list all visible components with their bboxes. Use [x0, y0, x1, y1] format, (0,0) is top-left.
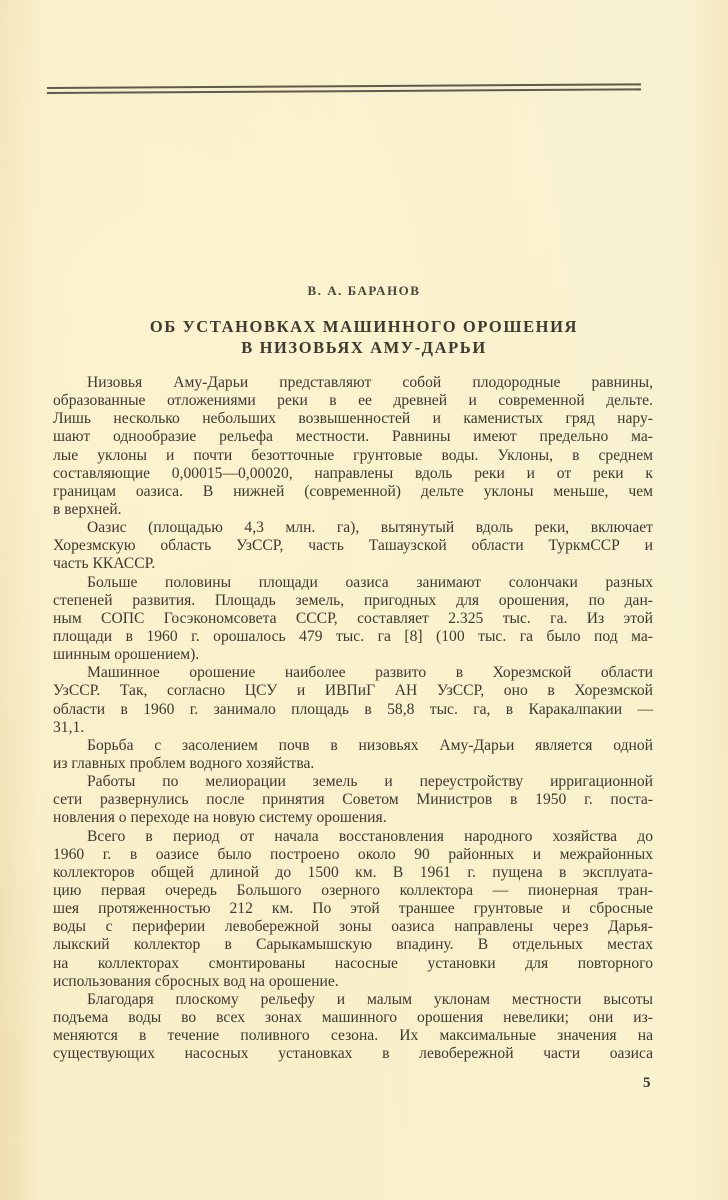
header-rule-bottom [47, 88, 641, 94]
title-line: ОБ УСТАНОВКАХ МАШИННОГО ОРОШЕНИЯ [149, 317, 579, 336]
text-line: образованные отложениями реки в ее древней и современной дельте. [53, 392, 653, 410]
text-line: лые уклоны и почти безотточные грунтовые воды. Уклоны, в среднем [53, 446, 653, 464]
text-line: новления о переходе на новую систему орошения. [53, 809, 387, 827]
text-line: из главных проблем водного хозяйства. [53, 754, 315, 772]
text-line: часть ККАССР. [53, 555, 156, 573]
text-line: составляющие 0,00015—0,00020, направлены вдоль реки и от реки к [53, 464, 653, 482]
paragraph [53, 374, 653, 519]
text-line: Больше половины площади оазиса занимают солончаки разных [87, 573, 653, 591]
text-line: УзССР. Так, согласно ЦСУ и ИВПиГ АН УзССР, оно в Хорезмской [53, 682, 653, 700]
text-line: Лишь несколько небольших возвышенностей и каменистых гряд нару- [53, 410, 653, 428]
paragraph [53, 828, 653, 991]
text-line: лыкский коллектор в Сарыкамышскую впадину. В отдельных местах [53, 936, 653, 954]
title-line: В НИЗОВЬЯХ АМУ-ДАРЬИ [241, 338, 487, 357]
author-name: В. А. БАРАНОВ [307, 283, 421, 298]
text-line: Благодаря плоскому рельефу и малым уклонам местности высоты [87, 990, 653, 1008]
text-line: шея протяженностью 212 км. По этой траншее грунтовые и сбросные [53, 900, 653, 918]
text-line: сети развернулись после принятия Советом Министров в 1950 г. поста- [53, 791, 653, 809]
text-line: Борьба с засолением почв в низовьях Аму-Дарьи является одной [87, 736, 653, 754]
text-line: 31,1. [53, 718, 85, 736]
paragraph [53, 574, 653, 665]
text-line: площади в 1960 г. орошалось 479 тыс. га [8] (100 тыс. га было под ма- [53, 627, 653, 645]
text-line: ным СОПС Госэкономсовета СССР, составляет 2.325 тыс. га. Из этой [53, 609, 653, 627]
text-line: Всего в период от начала восстановления народного хозяйства до [87, 827, 653, 845]
text-line: Хорезмскую область УзССР, часть Ташаузской области ТуркмССР и [53, 537, 653, 555]
paragraph [53, 991, 653, 1064]
text-line: использования сбросных вод на орошение. [53, 972, 339, 990]
text-line: Работы по мелиорации земель и переустройству ирригационной [87, 773, 653, 791]
text-line: цию первая очередь Большого озерного коллектора — пионерная тран- [53, 881, 653, 899]
text-line: на коллекторах смонтированы насосные установки для повторного [53, 954, 653, 972]
text-line: существующих насосных установках в левобережной части оазиса [53, 1045, 653, 1063]
text-line: шинным орошением). [53, 646, 200, 664]
text-line: 1960 г. в оазисе было построено около 90 районных и межрайонных [53, 845, 653, 863]
text-line: меняются в течение поливного сезона. Их максимальные значения на [53, 1027, 653, 1045]
paragraph [53, 773, 653, 827]
paragraph [53, 737, 653, 773]
paragraph [53, 519, 653, 573]
text-line: области в 1960 г. занимало площадь в 58,8 тыс. га, в Каракалпакии — [53, 700, 653, 718]
article-title [0, 316, 728, 358]
text-line: степеней развития. Площадь земель, пригодных для орошения, по дан- [53, 591, 653, 609]
text-line: шают однообразие рельефа местности. Равнины имеют предельно ма- [53, 428, 653, 446]
article-body [53, 374, 653, 1063]
text-line: в верхней. [53, 500, 122, 518]
text-line: границам оазиса. В нижней (современной) дельте уклоны меньше, чем [53, 482, 653, 500]
text-line: Машинное орошение наиболее развито в Хорезмской области [87, 664, 653, 682]
text-line: Низовья Аму-Дарьи представляют собой плодородные равнины, [87, 374, 653, 391]
page-number: 5 [643, 1075, 651, 1091]
text-line: Оазис (площадью 4,3 млн. га), вытянутый вдоль реки, включает [87, 519, 653, 537]
text-line: коллекторов общей длиной до 1500 км. В 1961 г. пущена в эксплуата- [53, 863, 653, 881]
text-line: воды с периферии левобережной зоны оазиса направлены через Дарья- [53, 918, 653, 936]
paragraph [53, 664, 653, 737]
text-line: подъема воды во всех зонах машинного орошения невелики; они из- [53, 1008, 653, 1026]
